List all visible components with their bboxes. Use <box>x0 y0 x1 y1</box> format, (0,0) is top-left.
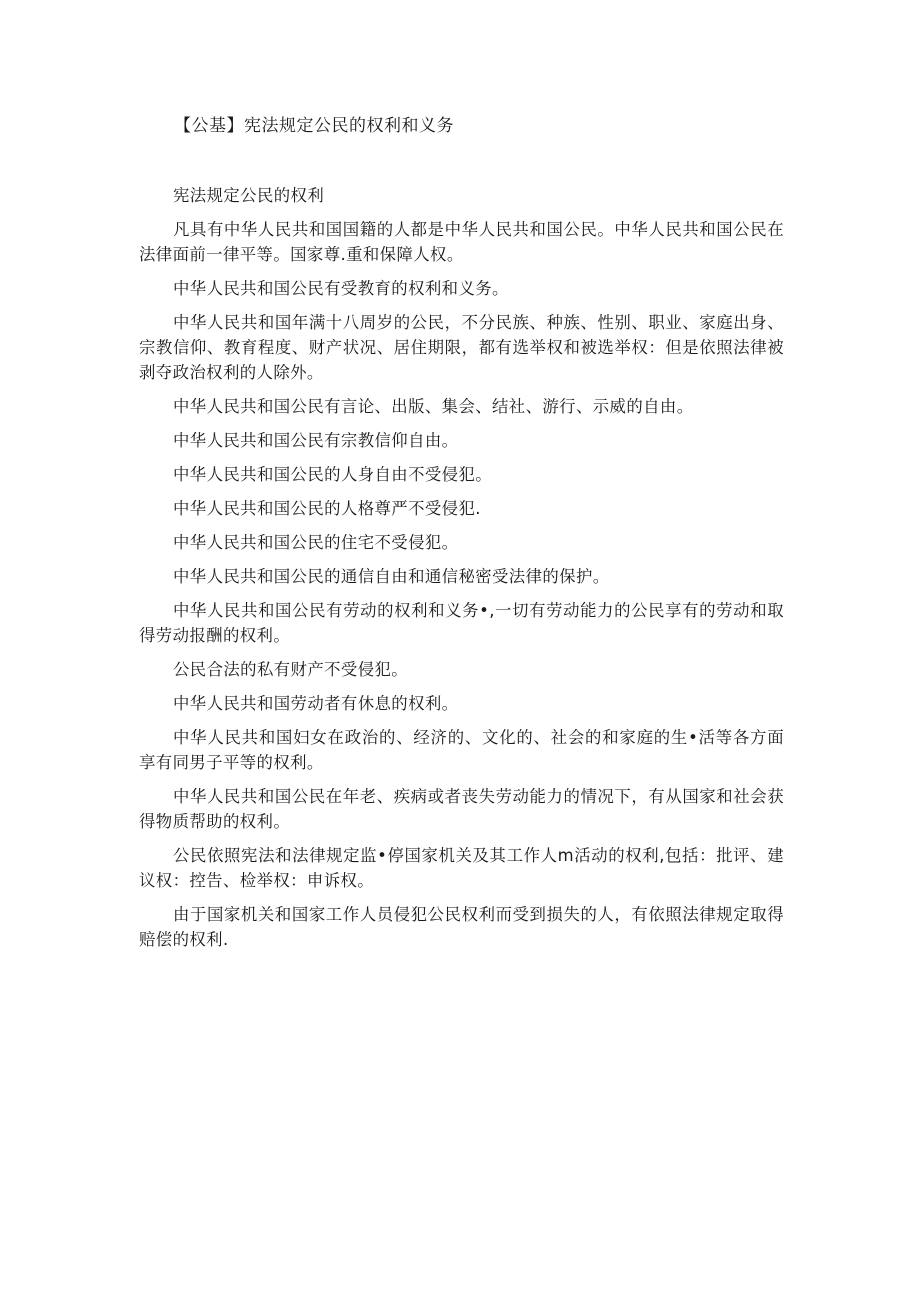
paragraph: 中华人民共和国公民有宗教信仰自由。 <box>173 431 459 450</box>
paragraph: 中华人民共和国公民的通信自由和通信秘密受法律的保护。 <box>173 567 610 586</box>
paragraph: 中华人民共和国公民有劳动的权利和义务•,一切有劳动能力的公民享有的劳动和取得劳动报酬的权利。 <box>139 601 784 645</box>
paragraph: 中华人民共和国妇女在政治的、经济的、文化的、社会的和家庭的生•活等各方面享有同男子平等的权利。 <box>139 728 784 772</box>
paragraph: 公民合法的私有财产不受侵犯。 <box>173 660 409 679</box>
paragraph: 中华人民共和国年满十八周岁的公民，不分民族、种族、性别、职业、家庭出身、宗教信仰、教育程度、财产状况、居住期限，都有选举权和被选举权：但是依照法律被剥夺政治权利的人除外。 <box>139 313 784 382</box>
paragraph: 中华人民共和国公民在年老、疾病或者丧失劳动能力的情况下，有从国家和社会获得物质帮助的权利。 <box>139 787 784 831</box>
paragraph: 凡具有中华人民共和国国籍的人都是中华人民共和国公民。中华人民共和国公民在法律面前一律平等。国家尊.重和保障人权。 <box>139 220 784 264</box>
section-heading: 宪法规定公民的权利 <box>173 186 325 205</box>
paragraph: 公民依照宪法和法律规定监•停国家机关及其工作人m活动的权利,包括：批评、建议权：控告、检举权：申诉权。 <box>139 846 784 890</box>
paragraph: 中华人民共和国公民的住宅不受侵犯。 <box>173 533 459 552</box>
paragraph: 中华人民共和国公民的人格尊严不受侵犯. <box>173 499 481 518</box>
paragraph: 中华人民共和国劳动者有休息的权利。 <box>173 694 459 713</box>
document-title: 【公基】宪法规定公民的权利和义务 <box>174 116 454 136</box>
paragraph: 中华人民共和国公民有受教育的权利和义务。 <box>173 279 509 298</box>
paragraph: 中华人民共和国公民的人身自由不受侵犯。 <box>173 465 493 484</box>
document-body <box>139 183 784 961</box>
paragraph: 由于国家机关和国家工作人员侵犯公民权利而受到损失的人，有依照法律规定取得赔偿的权利. <box>139 905 784 949</box>
paragraph: 中华人民共和国公民有言论、出版、集会、结社、游行、示威的自由。 <box>173 397 694 416</box>
